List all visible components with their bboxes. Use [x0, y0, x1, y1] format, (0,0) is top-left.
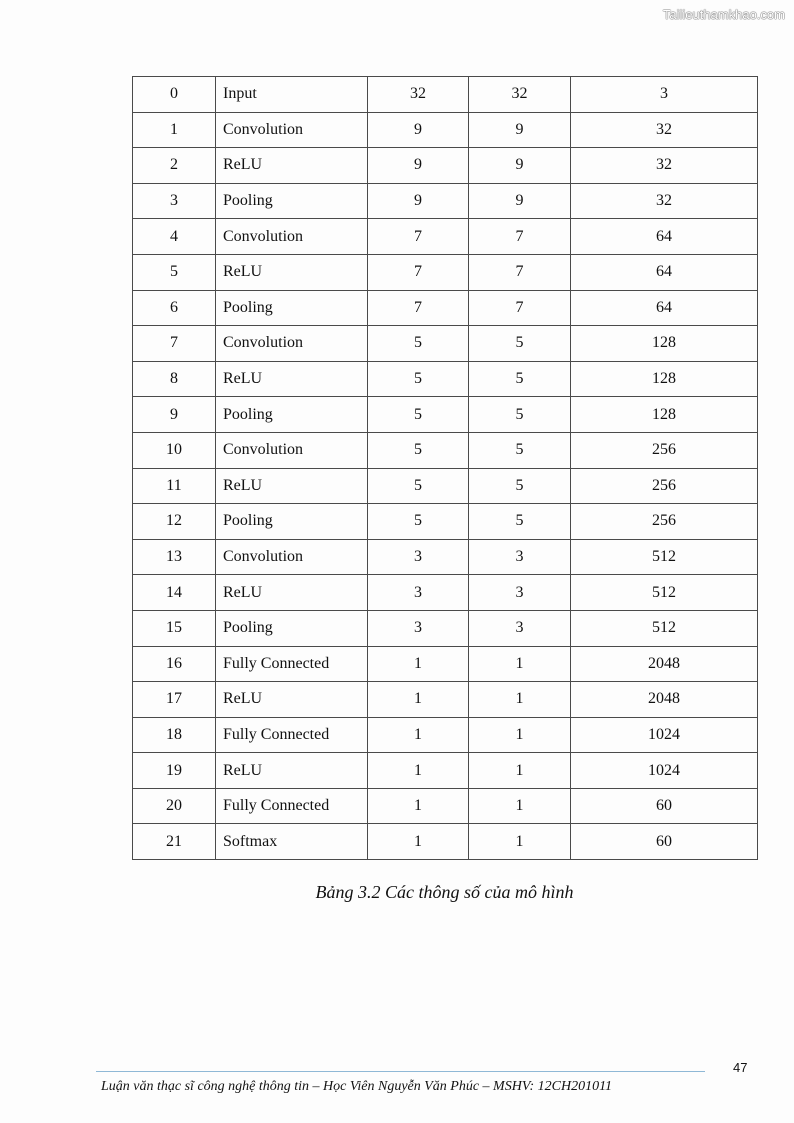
layer-type-cell: Input — [216, 77, 368, 113]
width-cell: 5 — [368, 361, 469, 397]
table-row — [133, 183, 758, 219]
layer-index-cell: 18 — [133, 717, 216, 753]
layer-index-cell: 3 — [133, 183, 216, 219]
layer-index-cell: 21 — [133, 824, 216, 860]
table-row — [133, 361, 758, 397]
table-row — [133, 112, 758, 148]
height-cell: 7 — [469, 219, 571, 255]
width-cell: 5 — [368, 504, 469, 540]
layer-type-cell: Convolution — [216, 326, 368, 362]
table-row — [133, 254, 758, 290]
table-row — [133, 646, 758, 682]
table-row — [133, 77, 758, 113]
depth-cell: 512 — [571, 610, 758, 646]
layer-index-cell: 13 — [133, 539, 216, 575]
width-cell: 3 — [368, 610, 469, 646]
depth-cell: 256 — [571, 432, 758, 468]
depth-cell: 1024 — [571, 717, 758, 753]
depth-cell: 256 — [571, 468, 758, 504]
height-cell: 1 — [469, 646, 571, 682]
layer-index-cell: 1 — [133, 112, 216, 148]
height-cell: 1 — [469, 824, 571, 860]
layer-index-cell: 17 — [133, 682, 216, 718]
table-row — [133, 753, 758, 789]
height-cell: 5 — [469, 397, 571, 433]
height-cell: 5 — [469, 504, 571, 540]
width-cell: 1 — [368, 824, 469, 860]
layer-type-cell: ReLU — [216, 468, 368, 504]
footer-divider — [96, 1071, 705, 1072]
width-cell: 32 — [368, 77, 469, 113]
layer-index-cell: 11 — [133, 468, 216, 504]
height-cell: 5 — [469, 361, 571, 397]
layer-type-cell: Pooling — [216, 610, 368, 646]
width-cell: 5 — [368, 326, 469, 362]
height-cell: 1 — [469, 682, 571, 718]
table-row — [133, 717, 758, 753]
layer-type-cell: Softmax — [216, 824, 368, 860]
depth-cell: 2048 — [571, 682, 758, 718]
layer-type-cell: Fully Connected — [216, 788, 368, 824]
width-cell: 9 — [368, 148, 469, 184]
layer-type-cell: Convolution — [216, 219, 368, 255]
height-cell: 3 — [469, 539, 571, 575]
width-cell: 1 — [368, 753, 469, 789]
layer-type-cell: Convolution — [216, 539, 368, 575]
width-cell: 7 — [368, 254, 469, 290]
layer-index-cell: 15 — [133, 610, 216, 646]
height-cell: 9 — [469, 148, 571, 184]
height-cell: 32 — [469, 77, 571, 113]
table-row — [133, 682, 758, 718]
layer-index-cell: 6 — [133, 290, 216, 326]
layer-index-cell: 9 — [133, 397, 216, 433]
height-cell: 1 — [469, 788, 571, 824]
width-cell: 7 — [368, 290, 469, 326]
depth-cell: 32 — [571, 183, 758, 219]
layer-index-cell: 14 — [133, 575, 216, 611]
table-row — [133, 432, 758, 468]
table-row — [133, 504, 758, 540]
height-cell: 7 — [469, 290, 571, 326]
table-row — [133, 397, 758, 433]
depth-cell: 64 — [571, 219, 758, 255]
depth-cell: 60 — [571, 824, 758, 860]
layer-index-cell: 12 — [133, 504, 216, 540]
layer-type-cell: Fully Connected — [216, 646, 368, 682]
layer-type-cell: ReLU — [216, 575, 368, 611]
depth-cell: 64 — [571, 254, 758, 290]
width-cell: 3 — [368, 575, 469, 611]
depth-cell: 2048 — [571, 646, 758, 682]
table-row — [133, 148, 758, 184]
depth-cell: 512 — [571, 575, 758, 611]
depth-cell: 32 — [571, 148, 758, 184]
depth-cell: 1024 — [571, 753, 758, 789]
height-cell: 5 — [469, 468, 571, 504]
table-row — [133, 468, 758, 504]
table-row — [133, 575, 758, 611]
height-cell: 9 — [469, 183, 571, 219]
layer-index-cell: 10 — [133, 432, 216, 468]
depth-cell: 3 — [571, 77, 758, 113]
height-cell: 5 — [469, 326, 571, 362]
layer-type-cell: Convolution — [216, 432, 368, 468]
width-cell: 5 — [368, 397, 469, 433]
footer-text: Luận văn thạc sĩ công nghệ thông tin – Học Viên Nguyễn Văn Phúc – MSHV: 12CH201011 — [101, 1079, 613, 1094]
depth-cell: 32 — [571, 112, 758, 148]
width-cell: 3 — [368, 539, 469, 575]
height-cell: 5 — [469, 432, 571, 468]
table-row — [133, 219, 758, 255]
table-row — [133, 610, 758, 646]
height-cell: 7 — [469, 254, 571, 290]
layer-type-cell: Pooling — [216, 504, 368, 540]
page-number: 47 — [733, 1060, 748, 1075]
watermark: Tailieuthamkhao.com — [662, 7, 785, 22]
layer-index-cell: 2 — [133, 148, 216, 184]
height-cell: 1 — [469, 717, 571, 753]
layer-type-cell: Pooling — [216, 397, 368, 433]
width-cell: 1 — [368, 717, 469, 753]
layer-index-cell: 16 — [133, 646, 216, 682]
depth-cell: 128 — [571, 361, 758, 397]
layer-type-cell: Fully Connected — [216, 717, 368, 753]
depth-cell: 256 — [571, 504, 758, 540]
model-parameters-table — [132, 76, 758, 860]
layer-type-cell: ReLU — [216, 254, 368, 290]
layer-index-cell: 7 — [133, 326, 216, 362]
table-body — [133, 77, 758, 860]
table-row — [133, 824, 758, 860]
layer-type-cell: ReLU — [216, 682, 368, 718]
width-cell: 9 — [368, 183, 469, 219]
table-row — [133, 788, 758, 824]
layer-index-cell: 19 — [133, 753, 216, 789]
layer-type-cell: Pooling — [216, 183, 368, 219]
layer-type-cell: ReLU — [216, 361, 368, 397]
layer-index-cell: 4 — [133, 219, 216, 255]
width-cell: 1 — [368, 646, 469, 682]
width-cell: 7 — [368, 219, 469, 255]
layer-index-cell: 0 — [133, 77, 216, 113]
depth-cell: 512 — [571, 539, 758, 575]
height-cell: 3 — [469, 610, 571, 646]
depth-cell: 64 — [571, 290, 758, 326]
width-cell: 1 — [368, 682, 469, 718]
width-cell: 9 — [368, 112, 469, 148]
layer-index-cell: 8 — [133, 361, 216, 397]
layer-type-cell: Convolution — [216, 112, 368, 148]
height-cell: 9 — [469, 112, 571, 148]
layer-index-cell: 20 — [133, 788, 216, 824]
height-cell: 1 — [469, 753, 571, 789]
depth-cell: 128 — [571, 397, 758, 433]
width-cell: 5 — [368, 468, 469, 504]
layer-type-cell: ReLU — [216, 148, 368, 184]
table-row — [133, 290, 758, 326]
table-caption: Bảng 3.2 Các thông số của mô hình — [315, 882, 574, 902]
width-cell: 1 — [368, 788, 469, 824]
layer-type-cell: Pooling — [216, 290, 368, 326]
width-cell: 5 — [368, 432, 469, 468]
layer-type-cell: ReLU — [216, 753, 368, 789]
depth-cell: 128 — [571, 326, 758, 362]
table-row — [133, 326, 758, 362]
table-row — [133, 539, 758, 575]
height-cell: 3 — [469, 575, 571, 611]
depth-cell: 60 — [571, 788, 758, 824]
layer-index-cell: 5 — [133, 254, 216, 290]
